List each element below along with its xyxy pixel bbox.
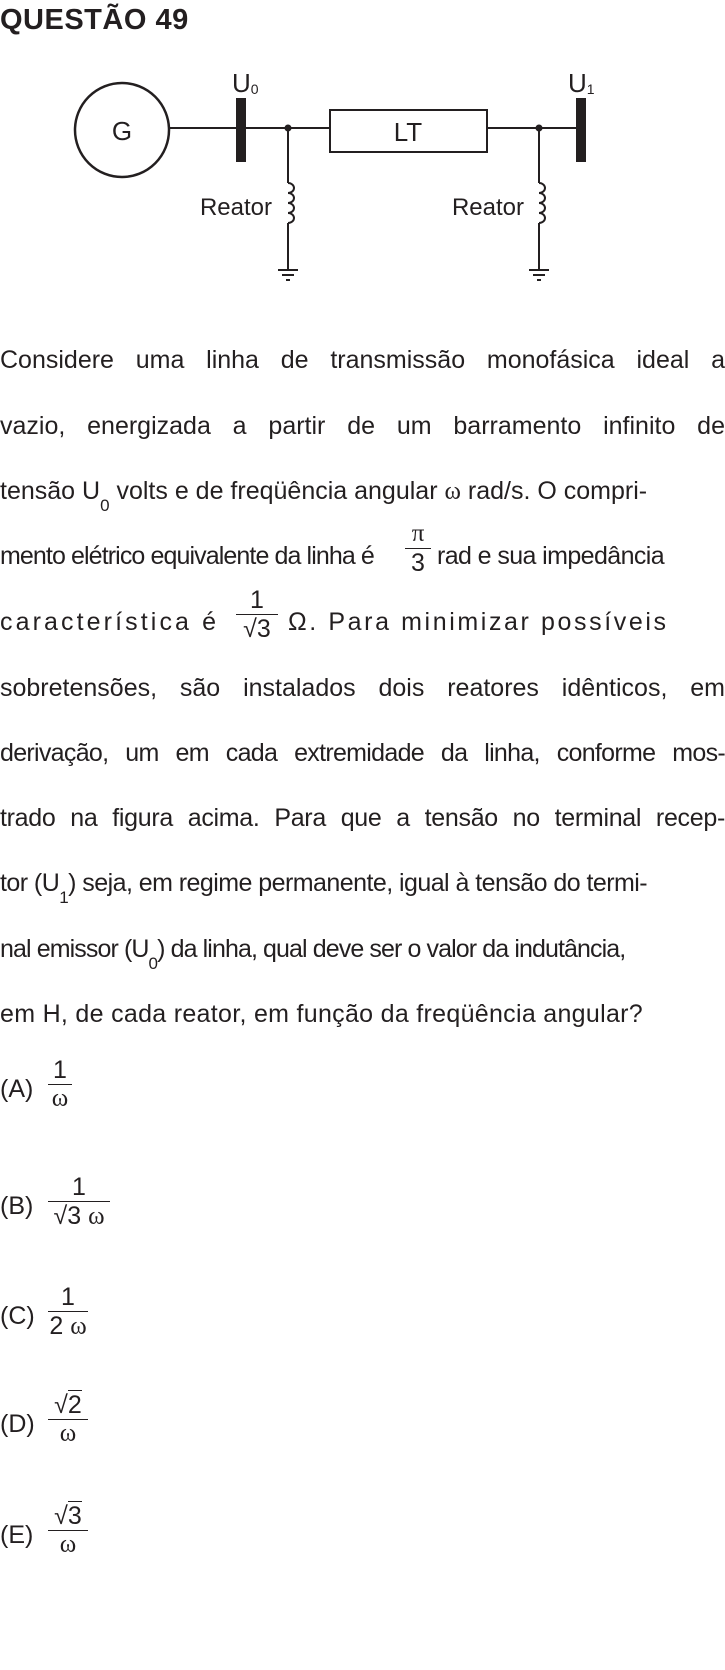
text-line-11: em H, de cada reator, em função da freqüência angular? (0, 1000, 643, 1028)
option-a-label[interactable]: (A) (0, 1075, 34, 1103)
text-line-9: tor $(U_1)$ seja, em regime permanente, igual à tensão do termi- (0, 869, 648, 907)
circuit-diagram (0, 60, 725, 300)
bus1-bar (576, 98, 586, 162)
question-title: QUESTÃO 49 (0, 4, 189, 36)
reactor-right (529, 128, 549, 280)
reactor-left-label: Reator (199, 194, 272, 221)
option-c-label[interactable]: (C) (0, 1302, 35, 1330)
bus0-label: U0 (232, 68, 259, 98)
option-b-label[interactable]: (B) (0, 1192, 34, 1220)
text-line-3: tensão $U_0$ volts e de freqüência angular ω rad/s. O compri- (0, 477, 648, 515)
option-e-fraction[interactable]: √3 ω (48, 1502, 88, 1559)
text-line-2: vazio, energizada a partir de um barramento infinito de (0, 412, 725, 440)
fraction-pi-over-3: π 3 (405, 520, 431, 577)
option-b-fraction[interactable]: 1 √3 ω (48, 1173, 110, 1231)
bus1-label: U1 (568, 68, 595, 98)
transmission-line-label: LT (393, 117, 423, 147)
option-e-label[interactable]: (E) (0, 1521, 34, 1549)
text-line-7: derivação, um em cada extremidade da linha, conforme mos- (0, 739, 725, 767)
option-a-fraction[interactable]: 1 ω (48, 1056, 72, 1113)
option-d-fraction[interactable]: √2 ω (48, 1391, 88, 1448)
option-c-fraction[interactable]: 1 2 ω (49, 1283, 87, 1340)
text-line-4b: rad e sua impedância (437, 542, 665, 570)
text-line-5a: característica é (0, 608, 220, 636)
text-line-6: sobretensões, são instalados dois reatores idênticos, em (0, 674, 725, 702)
fraction-1-over-sqrt3: 1 √3 (236, 586, 278, 643)
text-line-1: Considere uma linha de transmissão monofásica ideal a (0, 346, 725, 374)
text-line-8: trado na figura acima. Para que a tensão no terminal recep- (0, 804, 725, 832)
text-line-4a: mento elétrico equivalente da linha é (0, 542, 374, 570)
option-d-label[interactable]: (D) (0, 1410, 35, 1438)
reactor-right-label: Reator (451, 194, 524, 221)
reactor-left (278, 128, 298, 280)
generator-label: G (111, 116, 133, 146)
text-line-10: nal emissor $(U_0)$ da linha, qual deve ser o valor da indutância, (0, 935, 626, 973)
text-line-5b: Ω. Para minimizar possíveis (288, 608, 669, 636)
bus0-bar (236, 98, 246, 162)
